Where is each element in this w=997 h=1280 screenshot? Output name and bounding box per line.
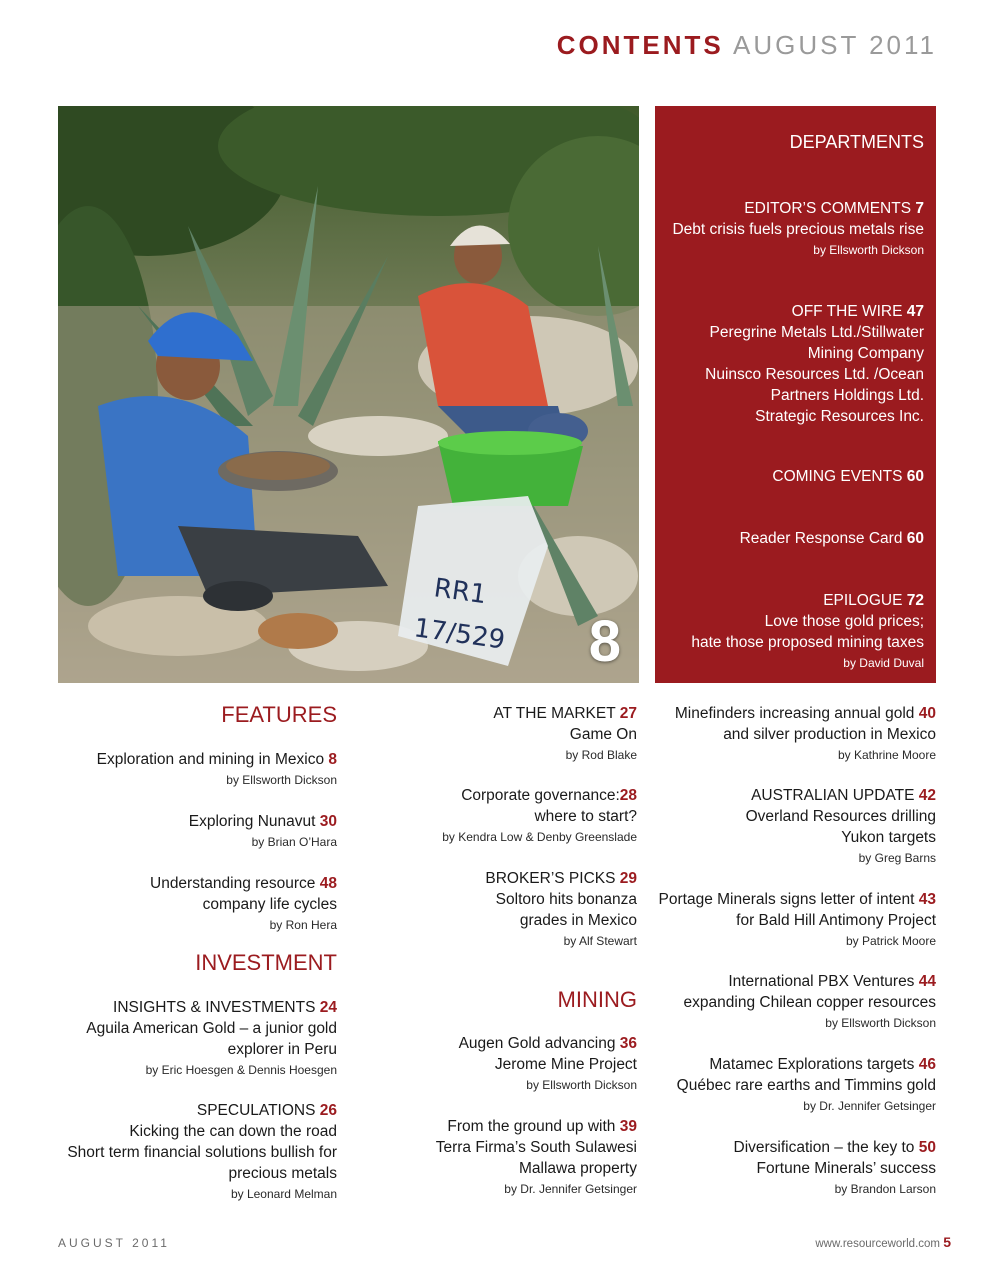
department-description: hate those proposed mining taxes xyxy=(691,634,924,651)
article-entry[interactable] xyxy=(420,785,637,848)
entry-title: Diversification – the key to xyxy=(733,1139,915,1156)
features-investment-column xyxy=(58,0,337,1280)
entry-subtitle: Jerome Mine Project xyxy=(494,1056,637,1073)
entry-byline: by Greg Barns xyxy=(858,851,936,865)
department-description: Debt crisis fuels precious metals rise xyxy=(672,221,924,238)
entry-byline: by Brian O’Hara xyxy=(251,835,337,849)
features-heading: FEATURES xyxy=(221,702,337,727)
investment-heading: INVESTMENT xyxy=(195,950,337,975)
entry-title: SPECULATIONS xyxy=(196,1102,316,1119)
page-number: 28 xyxy=(619,787,637,804)
entry-byline: by Rod Blake xyxy=(565,748,637,762)
entry-subtitle: Aguila American Gold – a junior gold xyxy=(86,1020,337,1037)
entry-title: Understanding resource xyxy=(150,875,316,892)
department-description: Mining Company xyxy=(807,345,924,362)
page-number: 29 xyxy=(619,870,637,887)
entry-subtitle: Mallawa property xyxy=(518,1160,637,1177)
entry-byline: by Ellsworth Dickson xyxy=(226,773,337,787)
entry-subtitle: Game On xyxy=(569,726,637,743)
entry-byline: by Eric Hoesgen & Dennis Hoesgen xyxy=(145,1063,337,1077)
mining-heading: MINING xyxy=(557,987,637,1012)
investment-entry[interactable] xyxy=(58,1100,337,1205)
entry-subtitle: Fortune Minerals’ success xyxy=(756,1160,936,1177)
entry-subtitle: and silver production in Mexico xyxy=(723,726,936,743)
entry-subtitle: company life cycles xyxy=(202,896,337,913)
page-number: 26 xyxy=(319,1102,337,1119)
entry-subtitle: Yukon targets xyxy=(841,829,936,846)
article-entry[interactable] xyxy=(650,703,936,766)
entry-byline: by Patrick Moore xyxy=(845,934,936,948)
mining-articles-column xyxy=(650,0,936,1280)
footer-url[interactable]: www.resourceworld.com xyxy=(815,1238,940,1250)
issue-date: AUGUST 2011 xyxy=(732,30,937,60)
investment-entry[interactable] xyxy=(58,997,337,1081)
bag-label-1: RR1 xyxy=(432,573,489,611)
entry-subtitle: grades in Mexico xyxy=(519,912,637,929)
entry-byline: by Leonard Melman xyxy=(230,1187,337,1201)
page-number: 60 xyxy=(906,530,924,547)
entry-byline: by Dr. Jennifer Getsinger xyxy=(504,1182,637,1196)
page-number: 42 xyxy=(918,787,936,804)
entry-title: Portage Minerals signs letter of intent xyxy=(658,891,915,908)
page-number: 72 xyxy=(906,592,924,609)
entry-title: Corporate governance: xyxy=(461,787,620,804)
page-number: 43 xyxy=(918,891,936,908)
article-entry[interactable] xyxy=(650,971,936,1034)
contents-heading: CONTENTS xyxy=(556,30,724,60)
mining-entry[interactable] xyxy=(420,1033,637,1096)
entry-subtitle: explorer in Peru xyxy=(227,1041,337,1058)
department-description: Partners Holdings Ltd. xyxy=(770,387,924,404)
entry-title: Augen Gold advancing xyxy=(458,1035,616,1052)
feature-entry[interactable] xyxy=(58,749,337,791)
entry-byline: by Kendra Low & Denby Greenslade xyxy=(442,830,637,844)
article-entry[interactable] xyxy=(650,889,936,952)
footer-page-number: 5 xyxy=(943,1234,951,1250)
page-number: 44 xyxy=(918,973,936,990)
entry-byline: by Brandon Larson xyxy=(834,1182,936,1196)
entry-subtitle: expanding Chilean copper resources xyxy=(683,994,936,1011)
page-number: 46 xyxy=(918,1056,936,1073)
entry-byline: by Dr. Jennifer Getsinger xyxy=(803,1099,936,1113)
entry-title: International PBX Ventures xyxy=(728,973,915,990)
article-entry[interactable] xyxy=(650,1137,936,1200)
page-number: 48 xyxy=(319,875,337,892)
department-label: Reader Response Card xyxy=(739,530,903,547)
department-description: Love those gold prices; xyxy=(764,613,924,630)
entry-title: Matamec Explorations targets xyxy=(709,1056,915,1073)
mining-entry[interactable] xyxy=(420,1116,637,1200)
page-number: 36 xyxy=(619,1035,637,1052)
entry-subtitle: where to start? xyxy=(534,808,637,825)
page-number: 40 xyxy=(918,705,936,722)
page-number: 60 xyxy=(906,468,924,485)
page-number: 27 xyxy=(619,705,637,722)
departments-heading: DEPARTMENTS xyxy=(789,132,924,152)
entry-subtitle: Short term financial solutions bullish for xyxy=(67,1144,337,1161)
page-number: 7 xyxy=(915,200,924,217)
entry-subtitle: Kicking the can down the road xyxy=(129,1123,337,1140)
feature-entry[interactable] xyxy=(58,873,337,936)
entry-subtitle: Terra Firma’s South Sulawesi xyxy=(435,1139,637,1156)
entry-subtitle: Overland Resources drilling xyxy=(745,808,936,825)
article-entry[interactable] xyxy=(420,703,637,766)
article-entry[interactable] xyxy=(650,1054,936,1117)
entry-subtitle: Québec rare earths and Timmins gold xyxy=(676,1077,936,1094)
page-number: 24 xyxy=(319,999,337,1016)
department-label: EPILOGUE xyxy=(823,592,903,609)
entry-title: Minefinders increasing annual gold xyxy=(674,705,915,722)
entry-title: From the ground up with xyxy=(447,1118,616,1135)
department-byline: by David Duval xyxy=(843,656,924,670)
department-label: OFF THE WIRE xyxy=(791,303,903,320)
feature-entry[interactable] xyxy=(58,811,337,853)
entry-title: BROKER’S PICKS xyxy=(485,870,616,887)
entry-byline: by Ellsworth Dickson xyxy=(526,1078,637,1092)
market-mining-column xyxy=(420,0,637,1280)
entry-title: INSIGHTS & INVESTMENTS xyxy=(113,999,316,1016)
entry-title: Exploring Nunavut xyxy=(188,813,316,830)
department-description: Peregrine Metals Ltd./Stillwater xyxy=(709,324,924,341)
page-number: 30 xyxy=(319,813,337,830)
entry-title: AUSTRALIAN UPDATE xyxy=(751,787,915,804)
entry-subtitle: Soltoro hits bonanza xyxy=(495,891,637,908)
page-number: 50 xyxy=(918,1139,936,1156)
entry-byline: by Ron Hera xyxy=(269,918,337,932)
department-description: Nuinsco Resources Ltd. /Ocean xyxy=(705,366,924,383)
entry-byline: by Ellsworth Dickson xyxy=(825,1016,936,1030)
photo-page-number: 8 xyxy=(588,609,621,674)
department-label: EDITOR’S COMMENTS xyxy=(744,200,912,217)
entry-title: AT THE MARKET xyxy=(493,705,616,722)
entry-title: Exploration and mining in Mexico xyxy=(96,751,325,768)
article-entry[interactable] xyxy=(420,868,637,952)
entry-subtitle: for Bald Hill Antimony Project xyxy=(736,912,936,929)
entry-subtitle: precious metals xyxy=(228,1165,337,1182)
footer-url-page xyxy=(815,1234,951,1250)
entry-byline: by Kathrine Moore xyxy=(837,748,936,762)
department-description: Strategic Resources Inc. xyxy=(755,408,924,425)
article-entry[interactable] xyxy=(650,785,936,869)
page-number: 47 xyxy=(906,303,924,320)
page-number: 39 xyxy=(619,1118,637,1135)
department-byline: by Ellsworth Dickson xyxy=(813,243,924,257)
department-label: COMING EVENTS xyxy=(772,468,903,485)
footer-issue: AUGUST 2011 xyxy=(58,1236,170,1250)
entry-byline: by Alf Stewart xyxy=(563,934,637,948)
page-number: 8 xyxy=(328,751,337,768)
bag-label-2: 17/529 xyxy=(412,613,507,656)
